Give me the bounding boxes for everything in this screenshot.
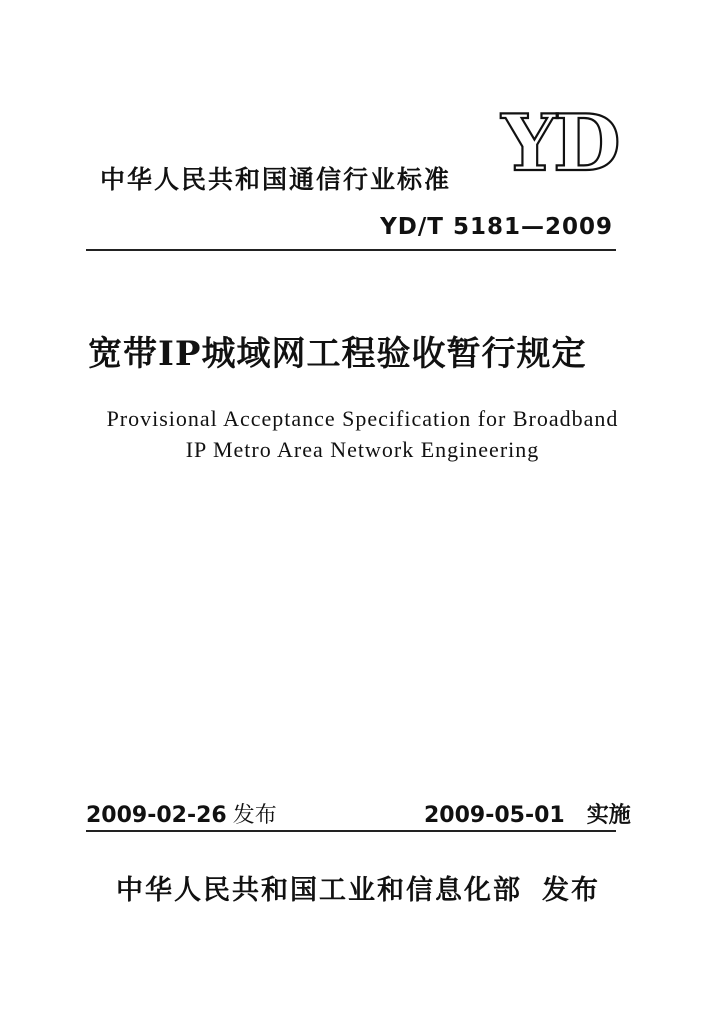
svg-text:YD: YD <box>501 100 617 180</box>
implementation-date <box>424 798 631 829</box>
english-title-line-1: Provisional Acceptance Specification for Broadband <box>106 406 619 431</box>
issue-date-value: 2009-02-26 <box>86 803 227 828</box>
top-divider <box>86 249 616 251</box>
english-title-line-2: IP Metro Area Network Engineering <box>185 437 540 462</box>
implementation-date-value: 2009-05-01 <box>424 803 565 828</box>
standard-number: YD/T 5181—2009 <box>380 214 613 240</box>
chinese-title: 宽带IP城域网工程验收暂行规定 <box>88 334 587 374</box>
implementation-date-label: 实施 <box>586 803 631 828</box>
bottom-divider <box>86 830 616 832</box>
publisher-name: 中华人民共和国工业和信息化部 <box>116 875 522 906</box>
issue-date-label: 发布 <box>232 803 277 828</box>
publisher-action: 发布 <box>542 875 600 906</box>
publisher <box>116 868 600 907</box>
industry-standard-title: 中华人民共和国通信行业标准 <box>100 165 452 194</box>
issue-date <box>86 798 277 829</box>
yd-logo <box>498 100 620 180</box>
